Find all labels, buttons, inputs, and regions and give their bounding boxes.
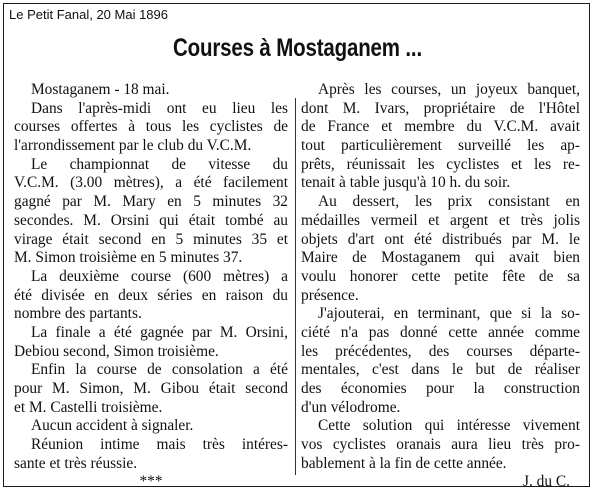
text-line: Dans l'après-midi ont eu lieu les (14, 100, 288, 119)
article-headline: Courses à Mostaganem ... (54, 34, 542, 63)
text-line: Mostaganem - 18 mai. (14, 81, 288, 100)
text-line: été divisée en deux séries en raison du (14, 287, 288, 306)
text-line: Maire de Mostaganem qui avait bien (301, 249, 580, 268)
text-line: Réunion intime mais très intéres- (14, 436, 288, 455)
text-line: voulu honorer cette petite fête de sa (301, 268, 580, 287)
text-line: Aucun accident à signaler. (14, 417, 288, 436)
text-line: J. du C. (301, 473, 580, 492)
text-line: dont M. Ivars, propriétaire de l'Hôtel (301, 100, 580, 119)
text-line: des économies pour la construction (301, 380, 580, 399)
text-line: courses offertes à tous les cyclistes de (14, 118, 288, 137)
text-line: gagné par M. Mary en 5 minutes 32 (14, 193, 288, 212)
text-line: objets d'art ont été distribués par M. le (301, 231, 580, 250)
right-column (301, 81, 580, 492)
text-line: prêts, réunissait les cyclistes et les re- (301, 156, 580, 175)
text-line: et M. Castelli troisième. (14, 399, 288, 418)
text-line: de France et membre du V.C.M. avait (301, 118, 580, 137)
text-line: secondes. M. Orsini qui était tombé au (14, 212, 288, 231)
text-line: V.C.M. (3.00 mètres), a été facilement (14, 174, 288, 193)
text-line: d'un vélodrome. (301, 399, 580, 418)
text-line: ciété n'a pas donné cette année comme (301, 324, 580, 343)
text-line: La finale a été gagnée par M. Orsini, (14, 324, 288, 343)
text-line: Le championnat de vitesse du (14, 156, 288, 175)
text-line: Au dessert, les prix consistant en (301, 193, 580, 212)
text-line: La deuxième course (600 mètres) a (14, 268, 288, 287)
newspaper-source-date: Le Petit Fanal, 20 Mai 1896 (9, 7, 168, 22)
text-line: nombre des partants. (14, 305, 288, 324)
text-line: Après les courses, un joyeux banquet, (301, 81, 580, 100)
text-line: médailles vermeil et argent et très jolis (301, 212, 580, 231)
text-line: Enfin la course de consolation a été (14, 361, 288, 380)
text-line: bablement à la fin de cette année. (301, 455, 580, 474)
text-line: Debiou second, Simon troisième. (14, 343, 288, 362)
text-line: vos cyclistes oranais aura lieu très pro- (301, 436, 580, 455)
text-line: virage était second en 5 minutes 35 et (14, 231, 288, 250)
text-line: l'arrondissement par le club du V.C.M. (14, 137, 288, 156)
text-line: sante et très réussie. (14, 455, 288, 474)
text-line: M. Simon troisième en 5 minutes 37. (14, 249, 288, 268)
text-line: *** (14, 473, 288, 492)
left-column (14, 81, 288, 492)
text-line: pour M. Simon, M. Gibou était second (14, 380, 288, 399)
text-line: mentales, c'est dans le but de réaliser (301, 361, 580, 380)
text-line: les précédentes, des courses départe- (301, 343, 580, 362)
text-line: tenait à table jusqu'à 10 h. du soir. (301, 174, 580, 193)
column-divider (295, 98, 296, 475)
text-line: présence. (301, 287, 580, 306)
text-line: J'ajouterai, en terminant, que si la so- (301, 305, 580, 324)
text-line: Cette solution qui intéresse vivement (301, 417, 580, 436)
text-line: tout particulièrement surveillé les ap- (301, 137, 580, 156)
